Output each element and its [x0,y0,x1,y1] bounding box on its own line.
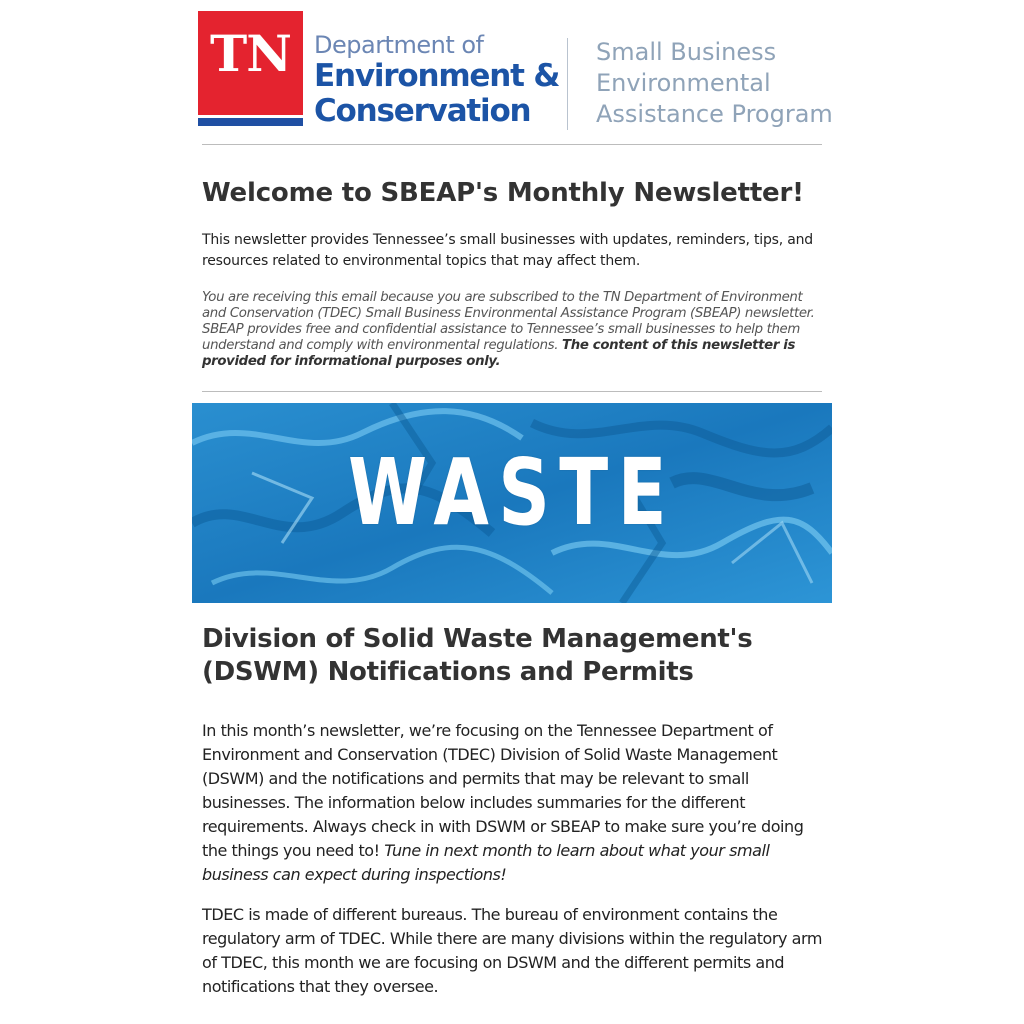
program-line-3: Assistance Program [596,100,833,128]
header-separator [567,38,568,130]
dept-line-3: Conservation [314,93,531,129]
intro-divider [202,391,822,392]
header-logo-block [198,10,838,132]
welcome-title: Welcome to SBEAP's Monthly Newsletter! [202,178,804,208]
banner-word: WASTE [348,439,676,546]
dept-line-1: Department of [314,31,484,59]
program-name [596,37,833,130]
article-paragraph-2: TDEC is made of different bureaus. The bureau of environment contains the regulatory arm of TDEC. While there are many divisions within the regulatory arm of TDEC, this month we are focusing on DSWM and the different permits and notifications that they oversee. [202,905,822,996]
disclaimer-text: You are receiving this email because you are subscribed to the TN Department of Environment and Conservation (TDEC) Small Business Environmental Assistance Program (SBEAP) newsletter. SBEAP provides free and confidential assistance to Tennessee’s small businesses to help them understand and comply with environmental regulations. [202,290,815,353]
tn-logo-box [198,11,303,115]
article-paragraph-1 [202,719,822,887]
program-line-2: Environmental [596,69,771,97]
dept-line-2: Environment & [314,58,560,94]
intro-description: This newsletter provides Tennessee’s small businesses with updates, reminders, tips, and resources related to environmental topics that may affect them. [202,232,813,269]
tn-logo-bar [198,118,303,126]
paragraph-1-italic: Tune in next month to learn about what your small business can expect during inspections! [202,841,770,884]
subscription-disclaimer [202,290,822,370]
waste-banner-image [192,403,832,603]
program-line-1: Small Business [596,38,777,66]
tn-logo-text: TN [210,24,291,83]
header-divider [202,144,822,145]
disclaimer-bold-text: The content of this newsletter is provided for informational purposes only. [202,338,796,369]
paragraph-1-text: In this month’s newsletter, we’re focusing on the Tennessee Department of Environment and Conservation (TDEC) Division of Solid Waste Management (DSWM) and the notifications and permits that may be relevant to small businesses. The information below includes summaries for the different requirements. Always check in with DSWM or SBEAP to make sure you’re doing the things you need to! [202,721,804,860]
article-title: Division of Solid Waste Management's (DSWM) Notifications and Permits [202,624,753,687]
